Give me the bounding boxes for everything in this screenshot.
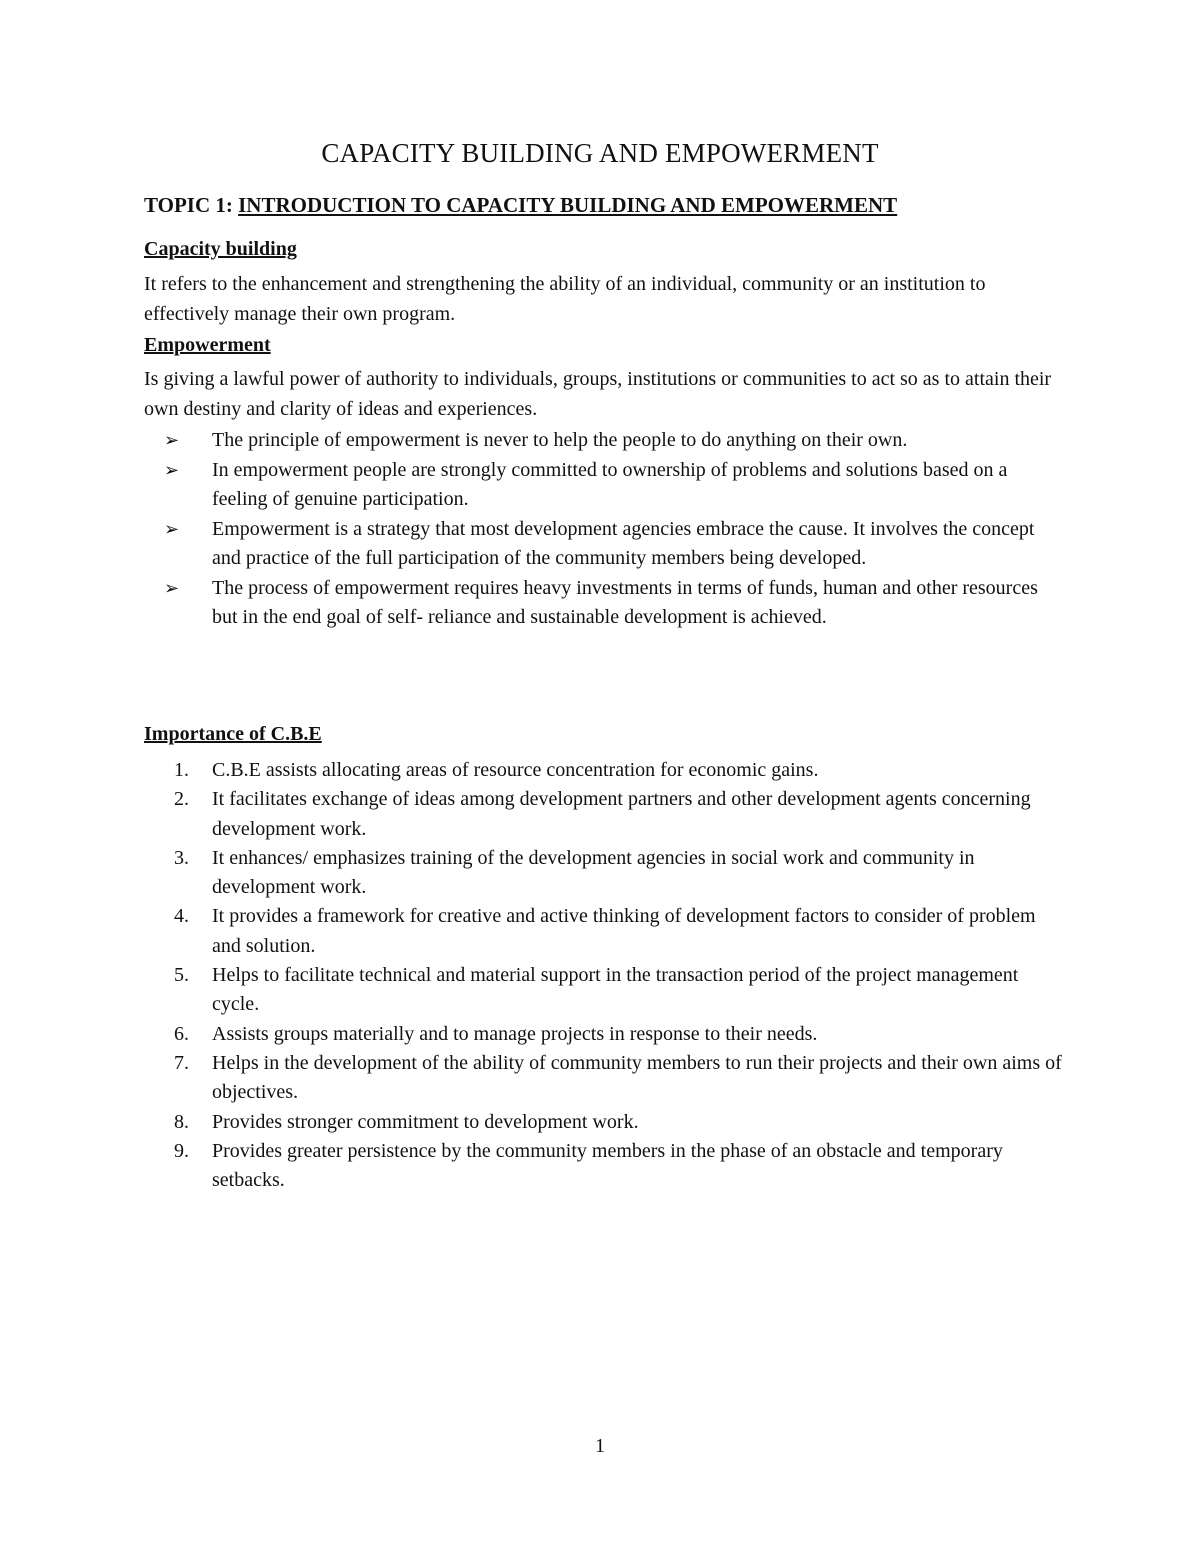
list-item: ➢ The principle of empowerment is never to help the people to do anything on their own.	[164, 426, 1064, 456]
list-item: 8. Provides stronger commitment to development work.	[174, 1110, 639, 1133]
arrow-bullet-icon: ➢	[164, 577, 180, 599]
list-item: 2. It facilitates exchange of ideas among development partners and other development agents concerning development work.	[174, 788, 1031, 840]
importance-heading: Importance of C.B.E	[144, 723, 322, 745]
page-number: 1	[595, 1435, 605, 1457]
empowerment-heading: Empowerment	[144, 334, 271, 356]
capacity-building-text: It refers to the enhancement and strengthening the ability of an individual, community or an institution to effectively manage their own program.	[144, 273, 986, 325]
arrow-bullet-icon: ➢	[164, 518, 180, 540]
topic-prefix: TOPIC 1:	[144, 193, 239, 217]
list-item: ➢ In empowerment people are strongly committed to ownership of problems and solutions based on a feeling of genuine participation.	[164, 456, 1064, 515]
list-item: 6. Assists groups materially and to manage projects in response to their needs.	[174, 1022, 818, 1045]
list-item: 1. C.B.E assists allocating areas of resource concentration for economic gains.	[174, 759, 819, 781]
arrow-bullet-icon: ➢	[164, 459, 180, 481]
topic-title: INTRODUCTION TO CAPACITY BUILDING AND EMPOWERMENT	[238, 193, 898, 217]
empowerment-text: Is giving a lawful power of authority to individuals, groups, institutions or communities to act so as to attain their own destiny and clarity of ideas and experiences.	[144, 368, 1052, 420]
importance-numbered-list	[160, 756, 1064, 1195]
list-item: 5. Helps to facilitate technical and material support in the transaction period of the project management cycle.	[174, 964, 1019, 1016]
list-item: 9. Provides greater persistence by the community members in the phase of an obstacle and temporary setbacks.	[174, 1139, 1003, 1192]
capacity-building-heading: Capacity building	[144, 238, 297, 260]
list-item: ➢ The process of empowerment requires heavy investments in terms of funds, human and other resources but in the end goal of self- reliance and sustainable development is achieved.	[164, 574, 1064, 633]
list-item: 3. It enhances/ emphasizes training of the development agencies in social work and community in development work.	[174, 846, 975, 899]
topic-heading	[144, 193, 897, 218]
arrow-bullet-icon: ➢	[164, 430, 180, 451]
empowerment-bullet-list	[164, 426, 1064, 633]
list-item: ➢ Empowerment is a strategy that most development agencies embrace the cause. It involves the concept and practice of the full participation of the community members being developed.	[164, 515, 1064, 574]
list-item: 7. Helps in the development of the ability of community members to run their projects and their own aims of objectives.	[174, 1051, 1062, 1104]
list-item: 4. It provides a framework for creative and active thinking of development factors to consider of problem and solution.	[174, 905, 1036, 957]
document-title: CAPACITY BUILDING AND EMPOWERMENT	[321, 138, 879, 168]
